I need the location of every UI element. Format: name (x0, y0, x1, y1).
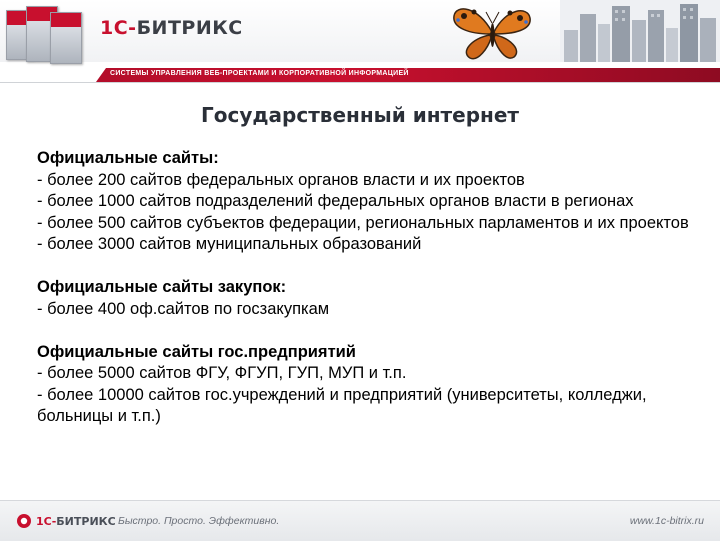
section-heading: Официальные сайты закупок: (37, 278, 287, 296)
bitrix-logo (100, 17, 243, 39)
logo-prefix: 1С- (100, 17, 137, 39)
list-item: - более 1000 сайтов подразделений федеральных органов власти в регионах (37, 192, 634, 210)
list-item: - более 400 оф.сайтов по госзакупкам (37, 299, 330, 318)
list-item: - более 500 сайтов субъектов федерации, региональных парламентов и их проектов (37, 213, 689, 232)
footer-url: www.1c-bitrix.ru (629, 515, 704, 527)
list-item: - более 10000 сайтов гос.учреждений и предприятий (университеты, колледжи, больницы и т.п.) (37, 385, 647, 425)
list-item: - более 5000 сайтов ФГУ, ФГУП, ГУП, МУП и т.п. (37, 364, 407, 382)
slide-footer (0, 500, 720, 541)
section-procurement-sites (37, 277, 697, 320)
page-title: Государственный интернет (201, 103, 519, 127)
footer-slogan: Быстро. Просто. Эффективно. (118, 515, 280, 527)
section-heading: Официальные сайты гос.предприятий (37, 342, 356, 361)
logo-name: БИТРИКС (136, 17, 243, 39)
list-item: - более 200 сайтов федеральных органов власти и их проектов (37, 170, 525, 189)
footer-brand-name: БИТРИКС (56, 515, 116, 528)
bitrix-logo-icon (16, 513, 32, 529)
section-official-sites (37, 148, 697, 256)
section-state-enterprise-sites (37, 342, 697, 428)
tagline-bar (96, 68, 720, 82)
product-boxes-icon (6, 4, 88, 64)
list-item: - более 3000 сайтов муниципальных образований (37, 235, 422, 253)
tagline: СИСТЕМЫ УПРАВЛЕНИЯ ВЕБ-ПРОЕКТАМИ И КОРПОРАТИВНОЙ ИНФОРМАЦИЕЙ (110, 70, 409, 77)
city-skyline-icon (560, 0, 720, 62)
divider (0, 82, 720, 83)
butterfly-icon (448, 2, 536, 62)
section-heading: Официальные сайты: (37, 149, 219, 167)
footer-brand (36, 515, 116, 528)
content-body (37, 148, 697, 449)
footer-brand-prefix: 1С- (36, 515, 57, 528)
slide-header (0, 0, 720, 62)
